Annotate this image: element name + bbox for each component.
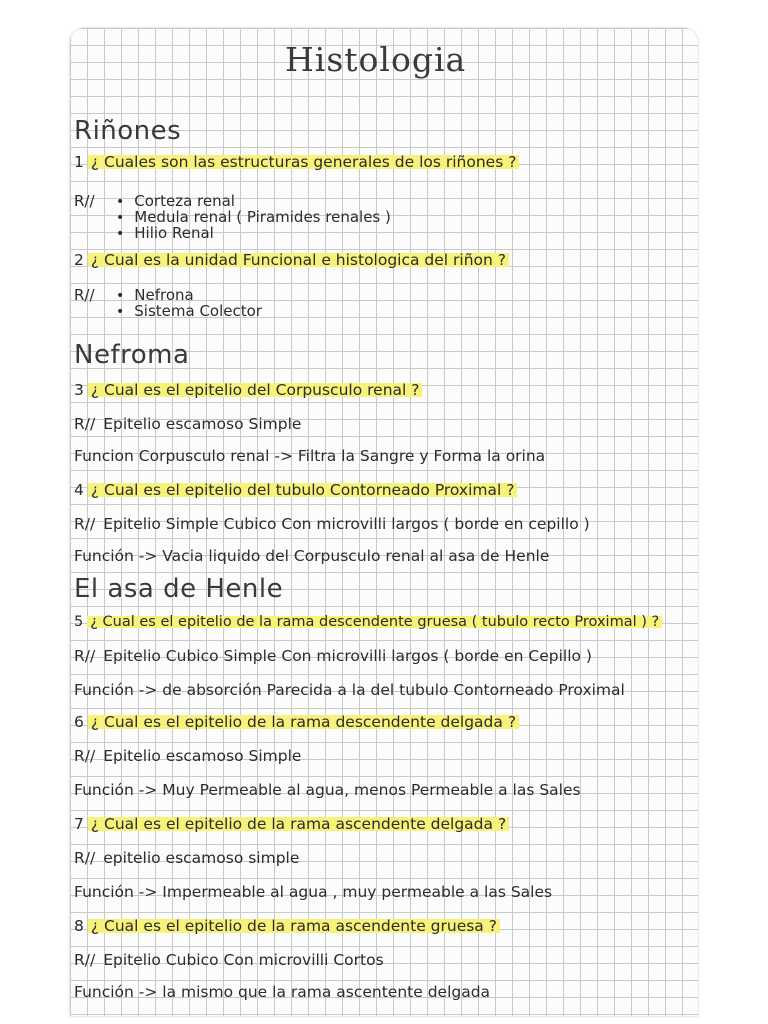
answer-text: Epitelio Cubico Con microvilli Cortos [103,951,384,969]
list-item: • Corteza renal [116,194,391,210]
answer-text: epitelio escamoso simple [103,849,300,867]
question-text: ¿ Cual es el epitelio del tubulo Contorneado Proximal ? [88,481,518,499]
function-5: Función -> de absorción Parecida a la del tubulo Contorneado Proximal [74,681,625,699]
question-text: ¿ Cuales son las estructuras generales de los riñones ? [88,153,520,171]
section-heading-henle: El asa de Henle [74,574,284,604]
question-text: ¿ Cual es la unidad Funcional e histologica del riñon ? [88,251,509,269]
question-text: ¿ Cual es el epitelio de la rama ascendente delgada ? [88,815,509,833]
notebook-page [70,28,698,1016]
question-5 [74,612,662,632]
question-4 [74,480,517,500]
answer-2 [74,288,262,320]
question-2 [74,250,509,270]
question-8 [74,916,500,936]
answer-5 [74,646,592,666]
answer-label: R// [74,647,96,665]
answer-4 [74,514,590,534]
answer-label: R// [74,951,96,969]
function-3: Funcion Corpusculo renal -> Filtra la Sangre y Forma la orina [74,447,546,465]
question-number: 6 [74,713,84,731]
question-1 [74,152,519,172]
answer-label: R// [74,849,96,867]
question-text: ¿ Cual es el epitelio de la rama ascendente gruesa ? [88,917,500,935]
answer-label: R// [74,747,96,765]
question-number: 3 [74,381,84,399]
question-text: ¿ Cual es el epitelio de la rama descendente delgada ? [88,713,519,731]
question-number: 7 [74,815,84,833]
page-title: Histologia [285,40,467,79]
answer-label: R// [74,286,95,304]
answer-text: Epitelio Simple Cubico Con microvilli largos ( borde en cepillo ) [103,515,590,533]
answer-text: Epitelio escamoso Simple [103,415,302,433]
question-number: 2 [74,251,84,269]
section-heading-rinones: Riñones [74,116,182,146]
function-8: Función -> la mismo que la rama ascentente delgada [74,983,491,1001]
answer-1 [74,194,391,242]
function-6: Función -> Muy Permeable al agua, menos Permeable a las Sales [74,781,581,799]
question-number: 1 [74,153,84,171]
function-7: Función -> Impermeable al agua , muy permeable a las Sales [74,883,553,901]
question-3 [74,380,422,400]
list-item: • Sistema Colector [116,304,262,320]
question-number: 4 [74,481,84,499]
answer-8 [74,950,384,970]
question-number: 8 [74,917,84,935]
question-text: ¿ Cual es el epitelio del Corpusculo renal ? [88,381,423,399]
list-item: • Medula renal ( Piramides renales ) [116,210,391,226]
question-7 [74,814,509,834]
answer-label: R// [74,515,96,533]
question-text: ¿ Cual es el epitelio de la rama descendente gruesa ( tubulo recto Proximal ) ? [87,614,662,630]
section-heading-nefroma: Nefroma [74,340,190,370]
question-6 [74,712,519,732]
answer-text: Epitelio escamoso Simple [103,747,302,765]
question-number: 5 [74,614,84,630]
list-item: • Hilio Renal [116,226,391,242]
answer-text: Epitelio Cubico Simple Con microvilli largos ( borde en Cepillo ) [103,647,592,665]
answer-3 [74,414,301,434]
function-4: Función -> Vacia liquido del Corpusculo renal al asa de Henle [74,547,550,565]
answer-7 [74,848,299,868]
answer-label: R// [74,415,96,433]
answer-label: R// [74,192,95,210]
list-item: • Nefrona [116,288,262,304]
answer-6 [74,746,301,766]
